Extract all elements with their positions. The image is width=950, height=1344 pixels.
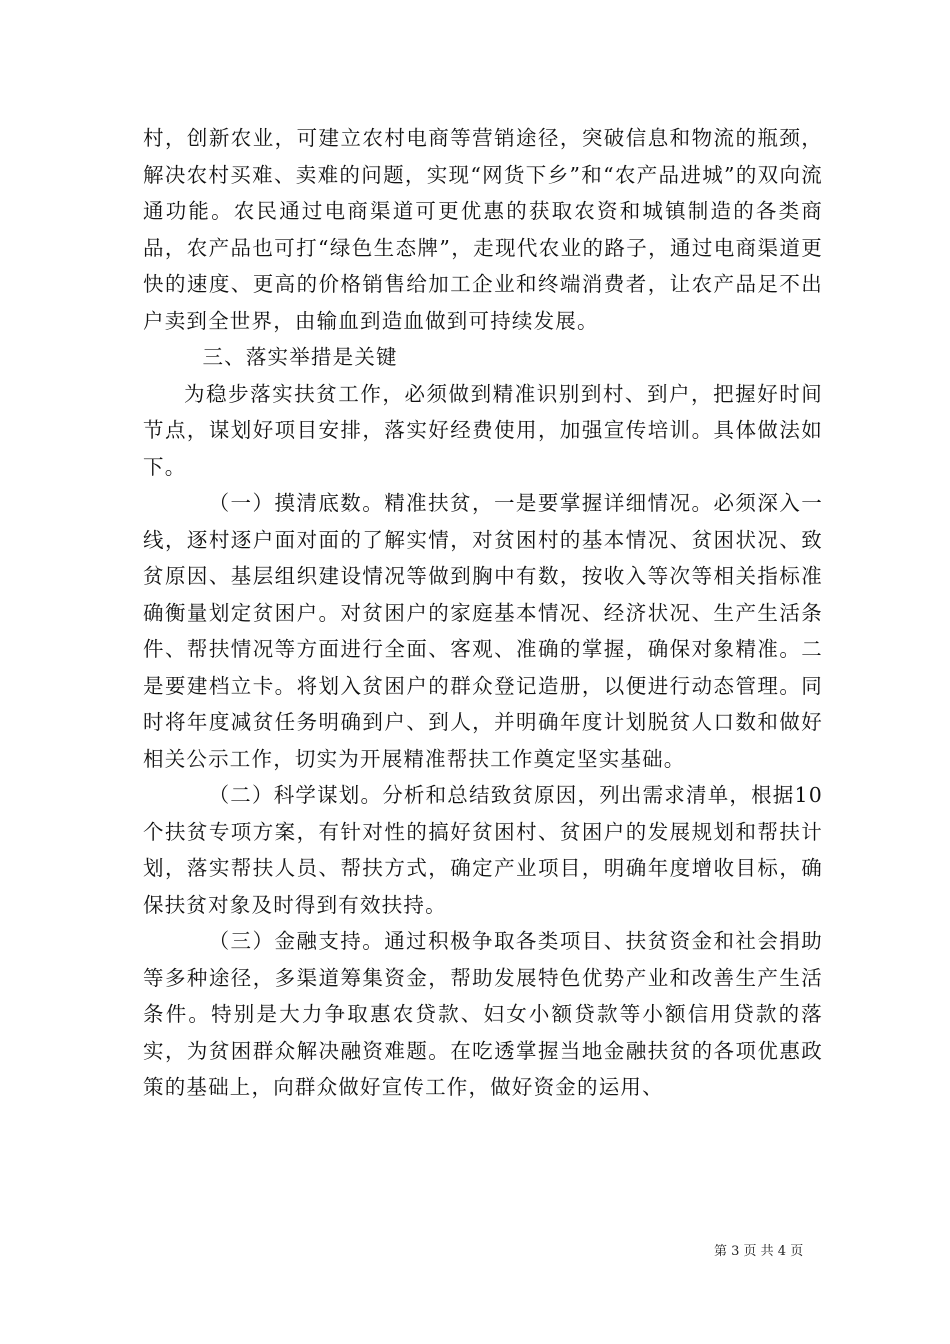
paragraph-item-1: （一）摸清底数。精准扶贫，一是要掌握详细情况。必须深入一线，逐村逐户面对面的了解实情，对贫困村的基本情况、贫困状况、致贫原因、基层组织建设情况等做到胸中有数，按收入等次等相关指标准确衡量划定贫困户。对贫困户的家庭基本情况、经济状况、生产生活条件、帮扶情况等方面进行全面、客观、准确的掌握，确保对象精准。二是要建档立卡。将划入贫困户的群众登记造册，以便进行动态管理。同时将年度减贫任务明确到户、到人，并明确年度计划脱贫人口数和做好相关公示工作，切实为开展精准帮扶工作奠定坚实基础。 (143, 491, 823, 771)
page-number-footer: 第 3 页 共 4 页 (714, 1244, 804, 1259)
document-body (143, 120, 823, 1106)
paragraph-item-2: （二）科学谋划。分析和总结致贫原因，列出需求清单，根据10个扶贫专项方案，有针对性的搞好贫困村、贫困户的发展规划和帮扶计划，落实帮扶人员、帮扶方式，确定产业项目，明确年度增收目标，确保扶贫对象及时得到有效扶持。 (143, 783, 823, 917)
paragraph-intro: 为稳步落实扶贫工作，必须做到精准识别到村、到户，把握好时间节点，谋划好项目安排，落实好经费使用，加强宣传培训。具体做法如下。 (143, 381, 823, 479)
paragraph-item-3: （三）金融支持。通过积极争取各类项目、扶贫资金和社会捐助等多种途径，多渠道筹集资金，帮助发展特色优势产业和改善生产生活条件。特别是大力争取惠农贷款、妇女小额贷款等小额信用贷款的落实，为贫困群众解决融资难题。在吃透掌握当地金融扶贫的各项优惠政策的基础上，向群众做好宣传工作，做好资金的运用、 (143, 929, 823, 1099)
section-heading-3: 三、落实举措是关键 (202, 345, 398, 369)
paragraph-continuation: 村，创新农业，可建立农村电商等营销途径，突破信息和物流的瓶颈，解决农村买难、卖难的问题，实现“网货下乡”和“农产品进城”的双向流通功能。农民通过电商渠道可更优惠的获取农资和城镇制造的各类商品，农产品也可打“绿色生态牌”，走现代农业的路子，通过电商渠道更快的速度、更高的价格销售给加工企业和终端消费者，让农产品足不出户卖到全世界，由输血到造血做到可持续发展。 (143, 126, 823, 333)
